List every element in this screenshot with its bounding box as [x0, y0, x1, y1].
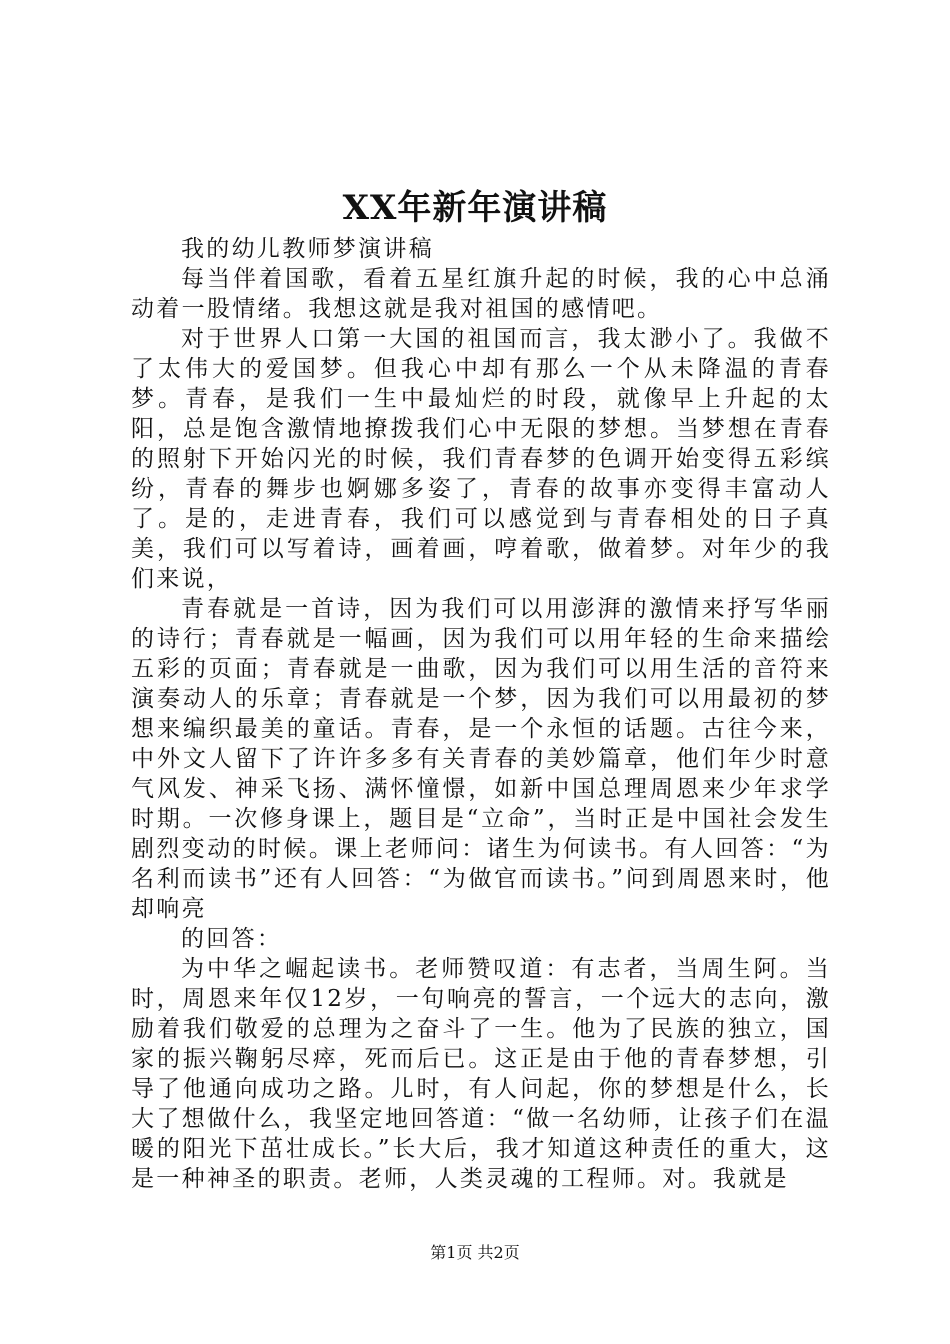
paragraph: 青春就是一首诗，因为我们可以用澎湃的激情来抒写华丽的诗行；青春就是一幅画，因为我们可以用年轻的生命来描绘五彩的页面；青春就是一曲歌，因为我们可以用生活的音符来演奏动人的乐章；青春就是一个梦，因为我们可以用最初的梦想来编织最美的童话。青春，是一个永恒的话题。古往今来，中外文人留下了许许多多有关青春的美妙篇章，他们年少时意气风发、神采飞扬、满怀憧憬，如新中国总理周恩来少年求学时期。一次修身课上，题目是“立命”，当时正是中国社会发生剧烈变动的时候。课上老师问：诸生为何读书。有人回答：“为名利而读书”还有人回答：“为做官而读书。”问到周恩来时，他却响亮: [131, 596, 831, 922]
paragraph: 的回答：: [181, 926, 283, 952]
document-body: [131, 234, 831, 1194]
paragraph: 对于世界人口第一大国的祖国而言，我太渺小了。我做不了太伟大的爱国梦。但我心中却有那么一个从未降温的青春梦。青春，是我们一生中最灿烂的时段，就像早上升起的太阳，总是饱含激情地撩拨我们心中无限的梦想。当梦想在青春的照射下开始闪光的时候，我们青春梦的色调开始变得五彩缤纷，青春的舞步也婀娜多姿了，青春的故事亦变得丰富动人了。是的，走进青春，我们可以感觉到与青春相处的日子真美，我们可以写着诗，画着画，哼着歌，做着梦。对年少的我们来说，: [131, 326, 831, 592]
document-title: XX年新年演讲稿: [342, 188, 608, 228]
page-footer: 第1页 共2页: [430, 1243, 520, 1262]
paragraph-subtitle: 我的幼儿教师梦演讲稿: [181, 236, 434, 262]
paragraph: 为中华之崛起读书。老师赞叹道：有志者，当周生阿。当时，周恩来年仅12岁，一句响亮的誓言，一个远大的志向，激励着我们敬爱的总理为之奋斗了一生。他为了民族的独立，国家的振兴鞠躬尽瘁，死而后已。这正是由于他的青春梦想，引导了他通向成功之路。儿时，有人问起，你的梦想是什么，长大了想做什么，我坚定地回答道：“做一名幼师，让孩子们在温暖的阳光下茁壮成长。”长大后，我才知道这种责任的重大，这是一种神圣的职责。老师，人类灵魂的工程师。对。我就是: [131, 956, 831, 1192]
paragraph: 每当伴着国歌，看着五星红旗升起的时候，我的心中总涌动着一股情绪。我想这就是我对祖国的感情吧。: [131, 266, 831, 322]
